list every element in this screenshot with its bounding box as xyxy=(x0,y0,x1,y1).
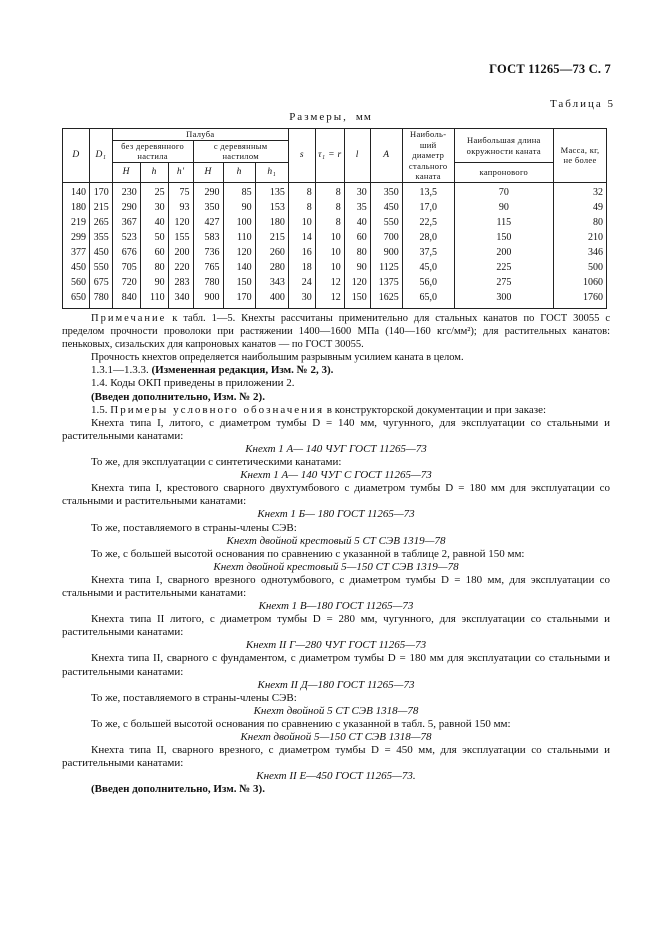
table-cell: 45,0 xyxy=(402,261,454,276)
table-cell: 8 xyxy=(315,216,344,231)
para-1-5 xyxy=(62,404,610,417)
table-row xyxy=(63,182,607,201)
table-cell: 37,5 xyxy=(402,246,454,261)
table-row xyxy=(63,261,607,276)
table-cell: 700 xyxy=(370,231,402,246)
table-cell: 60 xyxy=(344,231,370,246)
table-cell: 14 xyxy=(288,231,315,246)
table-cell: 676 xyxy=(112,246,140,261)
col-massa: Масса, кг, не более xyxy=(554,129,607,183)
table-cell: 80 xyxy=(554,216,607,231)
table-cell: 377 xyxy=(63,246,90,261)
table-cell: 85 xyxy=(223,182,255,201)
table-cell: 150 xyxy=(223,276,255,291)
table-cell: 450 xyxy=(89,246,112,261)
example-3: Кнехта типа I, крестового сварного двухтумбового с диаметром тумбы D = 180 мм для эксплуатации со стальными и растительными канатами: xyxy=(62,482,610,508)
col-kapron: капронового xyxy=(454,163,553,182)
table-cell: 135 xyxy=(255,182,288,201)
designation-10: Кнехт двойной 5—150 СТ СЭВ 1318—78 xyxy=(240,731,432,743)
table-cell: 450 xyxy=(370,201,402,216)
table-cell: 8 xyxy=(288,201,315,216)
col-h-prime: h' xyxy=(168,163,193,182)
col-A: A xyxy=(370,129,402,183)
table-cell: 560 xyxy=(63,276,90,291)
table-cell: 40 xyxy=(140,216,168,231)
table-cell: 30 xyxy=(140,201,168,216)
table-cell: 1125 xyxy=(370,261,402,276)
page-header: ГОСТ 11265—73 С. 7 xyxy=(489,62,611,76)
table-title xyxy=(0,111,661,123)
table-cell: 355 xyxy=(89,231,112,246)
table-cell: 150 xyxy=(344,291,370,309)
table-cell: 93 xyxy=(168,201,193,216)
table-cell: 290 xyxy=(112,201,140,216)
table-cell: 32 xyxy=(554,182,607,201)
table-cell: 265 xyxy=(89,216,112,231)
example-4: То же, поставляемого в страны-члены СЭВ: xyxy=(91,521,297,534)
note xyxy=(62,312,610,351)
col-D1: D₁ xyxy=(89,129,112,183)
table-cell: 675 xyxy=(89,276,112,291)
table-cell: 120 xyxy=(223,246,255,261)
col-h: h xyxy=(140,163,168,182)
table-cell: 120 xyxy=(168,216,193,231)
table-cell: 155 xyxy=(168,231,193,246)
para-1-3 xyxy=(62,364,610,377)
col-h2: h xyxy=(223,163,255,182)
para-1-3-num: 1.3.1—1.3.3. xyxy=(91,364,152,377)
note-text: к табл. 1—5. Кнехты рассчитаны применительно для стальных канатов по ГОСТ 30055 с пределом прочности проволоки при растяжении 1400—1600 МПа (140—160 кгс/мм²); для растительных канатов: пеньковых, сизальских для капроновых канатов — по ГОСТ 30055. xyxy=(62,313,610,351)
table-cell: 65,0 xyxy=(402,291,454,309)
col-without-deck: без деревянного настила xyxy=(112,140,193,162)
table-cell: 153 xyxy=(255,201,288,216)
designation-3: Кнехт 1 Б— 180 ГОСТ 11265—73 xyxy=(257,508,415,521)
table-cell: 583 xyxy=(193,231,223,246)
table-cell: 840 xyxy=(112,291,140,309)
table-cell: 170 xyxy=(89,182,112,201)
para-1-5-rest: в конструкторской документации и при заказе: xyxy=(324,403,547,416)
table-cell: 50 xyxy=(140,231,168,246)
table-cell: 170 xyxy=(223,291,255,309)
table-cell: 12 xyxy=(315,291,344,309)
example-2: То же, для эксплуатации с синтетическими канатами: xyxy=(91,456,342,469)
table-cell: 346 xyxy=(554,246,607,261)
para-1-4-bold: (Введен дополнительно, Изм. № 2). xyxy=(91,390,265,403)
table-cell: 180 xyxy=(63,201,90,216)
table-cell: 210 xyxy=(554,231,607,246)
final-note: (Введен дополнительно, Изм. № 3). xyxy=(91,783,265,796)
table-cell: 40 xyxy=(344,216,370,231)
table-cell: 35 xyxy=(344,201,370,216)
table-cell: 1625 xyxy=(370,291,402,309)
table-cell: 8 xyxy=(288,182,315,201)
table-cell: 90 xyxy=(140,276,168,291)
table-cell: 75 xyxy=(168,182,193,201)
table-title-unit: мм xyxy=(355,111,372,123)
table-cell: 765 xyxy=(193,261,223,276)
example-8: Кнехта типа II, сварного с фундаментом, с диаметром тумбы D = 180 мм для эксплуатации со стальными и растительными канатами: xyxy=(62,652,610,678)
table-cell: 350 xyxy=(370,182,402,201)
table-cell: 280 xyxy=(255,261,288,276)
col-tau-r: τ₁ = r xyxy=(315,129,344,183)
note-2: Прочность кнехтов определяется наибольшим разрывным усилием каната в целом. xyxy=(91,352,464,364)
example-7: Кнехта типа II литого, с диаметром тумбы D = 280 мм, чугунного, для эксплуатации со стальными и растительными канатами: xyxy=(62,613,610,639)
table-cell: 115 xyxy=(454,216,553,231)
table-cell: 275 xyxy=(454,276,553,291)
table-cell: 550 xyxy=(89,261,112,276)
table-cell: 300 xyxy=(454,291,553,309)
table-cell: 343 xyxy=(255,276,288,291)
table-cell: 25 xyxy=(140,182,168,201)
table-cell: 90 xyxy=(344,261,370,276)
table-cell: 299 xyxy=(63,231,90,246)
table-cell: 140 xyxy=(63,182,90,201)
table-cell: 290 xyxy=(193,182,223,201)
designation-4: Кнехт двойной крестовый 5 СТ СЭВ 1319—78 xyxy=(226,534,446,547)
example-1: Кнехта типа I, литого, с диаметром тумбы D = 140 мм, чугунного, для эксплуатации со стальными и растительными канатами: xyxy=(62,416,610,442)
designation-1: Кнехт 1 А— 140 ЧУГ ГОСТ 11265—73 xyxy=(245,442,427,455)
table-cell: 350 xyxy=(193,201,223,216)
table-cell: 225 xyxy=(454,261,553,276)
col-paluba: Палуба xyxy=(112,129,288,141)
table-cell: 120 xyxy=(344,276,370,291)
table-cell: 10 xyxy=(315,231,344,246)
table-cell: 28,0 xyxy=(402,231,454,246)
body-text xyxy=(62,312,610,796)
table-title-text: Размеры, xyxy=(289,111,348,123)
table-cell: 56,0 xyxy=(402,276,454,291)
table-cell: 80 xyxy=(344,246,370,261)
table-cell: 22,5 xyxy=(402,216,454,231)
table-cell: 260 xyxy=(255,246,288,261)
table-cell: 18 xyxy=(288,261,315,276)
table-cell: 367 xyxy=(112,216,140,231)
table-cell: 150 xyxy=(454,231,553,246)
table-cell: 220 xyxy=(168,261,193,276)
table-cell: 230 xyxy=(112,182,140,201)
para-1-5-spaced: Примеры условного обозначения xyxy=(110,403,325,416)
table-cell: 16 xyxy=(288,246,315,261)
table-cell: 12 xyxy=(315,276,344,291)
col-with-deck: с деревянным настилом xyxy=(193,140,288,162)
note-label: Примечание xyxy=(91,313,167,324)
col-max-diameter: Наиболь- ший диаметр стального каната xyxy=(402,129,454,183)
table-cell: 30 xyxy=(344,182,370,201)
table-cell: 140 xyxy=(223,261,255,276)
table-cell: 550 xyxy=(370,216,402,231)
designation-8: Кнехт II Д—180 ГОСТ 11265—73 xyxy=(257,678,415,691)
table-cell: 705 xyxy=(112,261,140,276)
table-cell: 427 xyxy=(193,216,223,231)
designation-11: Кнехт II Е—450 ГОСТ 11265—73. xyxy=(256,770,416,783)
designation-5: Кнехт двойной крестовый 5—150 СТ СЭВ 1319—78 xyxy=(213,560,459,573)
table-row xyxy=(63,216,607,231)
table-cell: 49 xyxy=(554,201,607,216)
table-cell: 30 xyxy=(288,291,315,309)
table-cell: 1060 xyxy=(554,276,607,291)
table-cell: 900 xyxy=(370,246,402,261)
table-cell: 500 xyxy=(554,261,607,276)
table-cell: 8 xyxy=(315,201,344,216)
table-cell: 780 xyxy=(193,276,223,291)
table-label: Таблица 5 xyxy=(549,98,615,110)
col-D: D xyxy=(63,129,90,183)
table-cell: 523 xyxy=(112,231,140,246)
table-cell: 780 xyxy=(89,291,112,309)
table-cell: 450 xyxy=(63,261,90,276)
col-max-length: Наибольшая длина окружности каната xyxy=(454,129,553,163)
example-10: То же, с большей высотой основания по сравнению с указанной в табл. 5, равной 150 мм: xyxy=(91,717,511,730)
table-cell: 219 xyxy=(63,216,90,231)
table-cell: 200 xyxy=(168,246,193,261)
table-cell: 283 xyxy=(168,276,193,291)
table-row xyxy=(63,231,607,246)
para-1-3-bold: (Измененная редакция, Изм. № 2, 3). xyxy=(151,364,334,377)
table-cell: 10 xyxy=(315,246,344,261)
table-cell: 8 xyxy=(315,182,344,201)
dimensions-table xyxy=(62,128,607,309)
table-cell: 13,5 xyxy=(402,182,454,201)
table-cell: 340 xyxy=(168,291,193,309)
table-cell: 736 xyxy=(193,246,223,261)
table-row xyxy=(63,246,607,261)
table-cell: 720 xyxy=(112,276,140,291)
para-1-4: 1.4. Коды ОКП приведены в приложении 2. xyxy=(91,377,295,390)
table-cell: 110 xyxy=(223,231,255,246)
example-5: То же, с большей высотой основания по сравнению с указанной в таблице 2, равной 150 мм: xyxy=(91,547,525,560)
table-body xyxy=(63,182,607,308)
table-cell: 10 xyxy=(288,216,315,231)
example-11: Кнехта типа II, сварного врезного, с диаметром тумбы D = 450 мм, для эксплуатации со стальными и растительными канатами: xyxy=(62,744,610,770)
table-cell: 400 xyxy=(255,291,288,309)
designation-2: Кнехт 1 А— 140 ЧУГ С ГОСТ 11265—73 xyxy=(240,469,432,482)
table-cell: 70 xyxy=(454,182,553,201)
col-s: s xyxy=(288,129,315,183)
para-1-5-num: 1.5. xyxy=(91,403,111,416)
table-cell: 200 xyxy=(454,246,553,261)
table-cell: 24 xyxy=(288,276,315,291)
designation-6: Кнехт 1 В—180 ГОСТ 11265—73 xyxy=(258,600,414,613)
table-cell: 1760 xyxy=(554,291,607,309)
example-9: То же, поставляемого в страны-члены СЭВ: xyxy=(91,691,297,704)
table-cell: 90 xyxy=(223,201,255,216)
table-cell: 1375 xyxy=(370,276,402,291)
table-cell: 900 xyxy=(193,291,223,309)
designation-9: Кнехт двойной 5 СТ СЭВ 1318—78 xyxy=(253,704,419,717)
col-h1: h₁ xyxy=(255,163,288,182)
table-cell: 100 xyxy=(223,216,255,231)
table-cell: 90 xyxy=(454,201,553,216)
table-row xyxy=(63,276,607,291)
table-cell: 10 xyxy=(315,261,344,276)
table-cell: 60 xyxy=(140,246,168,261)
table-cell: 110 xyxy=(140,291,168,309)
example-6: Кнехта типа I, сварного врезного однотумбового, с диаметром тумбы D = 180 мм, для эксплуатации со стальными и растительными канатами: xyxy=(62,573,610,599)
table-cell: 80 xyxy=(140,261,168,276)
table-cell: 180 xyxy=(255,216,288,231)
table-cell: 17,0 xyxy=(402,201,454,216)
table-row xyxy=(63,291,607,309)
table-cell: 650 xyxy=(63,291,90,309)
col-H2: H xyxy=(193,163,223,182)
designation-7: Кнехт II Г—280 ЧУГ ГОСТ 11265—73 xyxy=(245,639,427,652)
table-cell: 215 xyxy=(89,201,112,216)
col-H: H xyxy=(112,163,140,182)
table-cell: 215 xyxy=(255,231,288,246)
table-row xyxy=(63,201,607,216)
col-l: l xyxy=(344,129,370,183)
